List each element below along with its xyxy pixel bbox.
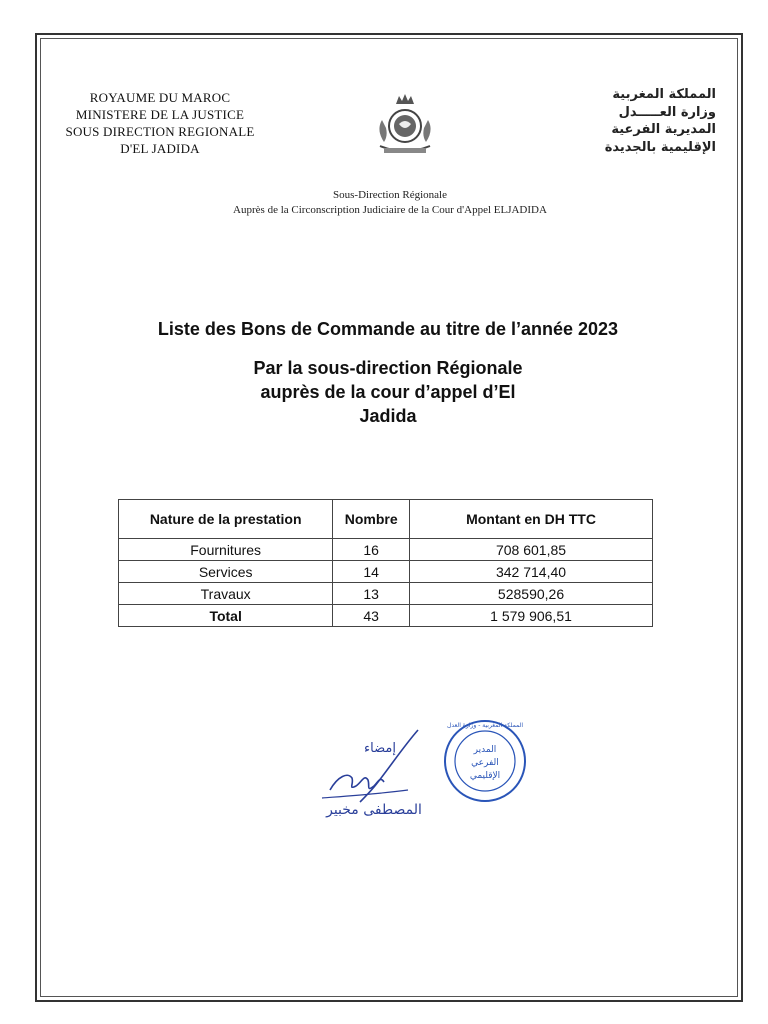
header-ar-line: الإقليمية بالجديدة — [604, 139, 716, 155]
document-subtitle: Par la sous-direction Régionale auprès de la cour d’appel d’El Jadida — [253, 358, 523, 426]
table-cell: Services — [119, 561, 333, 583]
column-header: Nombre — [333, 500, 410, 539]
table-cell: 528590,26 — [410, 583, 653, 605]
signature-name: المصطفى مخبير — [326, 802, 422, 818]
header-arabic — [556, 86, 716, 156]
table-row — [119, 539, 653, 561]
document-title: Liste des Bons de Commande au titre de l’année 2023 — [157, 319, 619, 339]
header-fr-line: MINISTERE DE LA JUSTICE — [75, 107, 245, 122]
table-cell: 16 — [333, 539, 410, 561]
royal-emblem-icon — [372, 90, 438, 160]
header-ar-line: وزارة العـــــدل — [618, 104, 716, 120]
stamp-line: المدير — [473, 745, 497, 755]
handwritten-signature — [308, 716, 438, 828]
sub-direction-heading — [100, 188, 680, 218]
sub-direction-line: Sous-Direction Régionale — [333, 189, 447, 201]
header-french — [40, 89, 280, 157]
purchase-orders-table — [118, 499, 653, 627]
header-ar-line: المملكة المغربية — [612, 87, 716, 102]
table-cell: 43 — [333, 605, 410, 627]
stamp-ring-text: المملكة المغربية - وزارة العدل — [446, 722, 524, 729]
stamp-line: الإقليمي — [469, 771, 501, 781]
header-fr-line: ROYAUME DU MAROC — [89, 90, 231, 105]
column-header: Montant en DH TTC — [410, 500, 653, 539]
table-cell: 1 579 906,51 — [410, 605, 653, 627]
table-cell: Total — [119, 605, 333, 627]
column-header: Nature de la prestation — [119, 500, 333, 539]
table-cell: 342 714,40 — [410, 561, 653, 583]
header-fr-line: SOUS DIRECTION REGIONALE — [65, 124, 255, 139]
sub-direction-line: Auprès de la Circonscription Judiciaire de la Cour d'Appel ELJADIDA — [233, 204, 547, 216]
table-header-row — [119, 500, 653, 539]
table-total-row — [119, 605, 653, 627]
header-fr-line: D'EL JADIDA — [120, 141, 200, 156]
table-cell: 14 — [333, 561, 410, 583]
table-cell: 13 — [333, 583, 410, 605]
table-row — [119, 583, 653, 605]
table-cell: Fournitures — [119, 539, 333, 561]
signature-sign-label: إمضاء — [364, 741, 396, 756]
stamp-line: الفرعي — [471, 758, 499, 768]
table-row — [119, 561, 653, 583]
header-ar-line: المديرية الفرعية — [611, 122, 716, 137]
table-cell: Travaux — [119, 583, 333, 605]
table-cell: 708 601,85 — [410, 539, 653, 561]
official-stamp — [440, 716, 530, 806]
